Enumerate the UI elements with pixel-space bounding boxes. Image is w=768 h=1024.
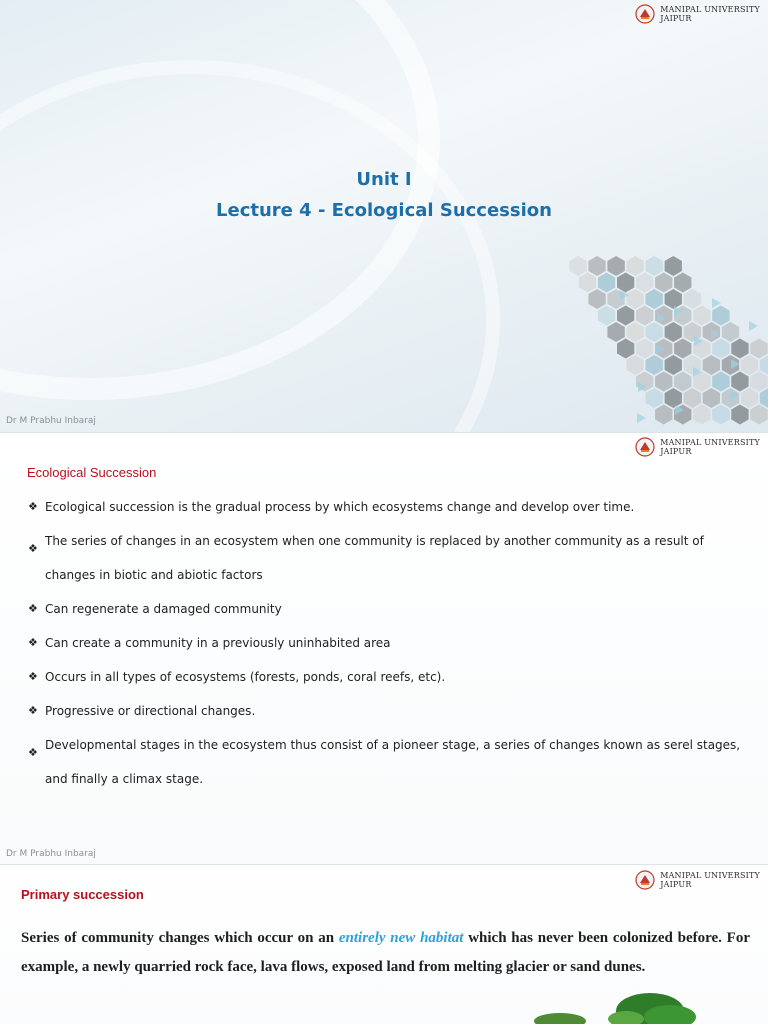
- list-item-text: Occurs in all types of ecosystems (forests, ponds, coral reefs, etc).: [45, 670, 446, 684]
- slide-footer-author: Dr M Prabhu Inbaraj: [6, 416, 96, 426]
- hexagon-shape: [588, 289, 605, 309]
- list-item-text: Can create a community in a previously uninhabited area: [45, 636, 391, 650]
- hexagon-shape: [760, 388, 768, 408]
- list-item-text: Ecological succession is the gradual process by which ecosystems change and develop over time.: [45, 500, 635, 514]
- university-name: [660, 871, 760, 889]
- hexagon-shape: [665, 388, 682, 408]
- diamond-bullet-icon: ❖: [28, 704, 38, 717]
- hexagon-shape: [760, 355, 768, 375]
- diamond-bullet-icon: ❖: [28, 670, 38, 683]
- hexagon-shape: [646, 388, 663, 408]
- body-text: Series of community changes which occur on an: [21, 930, 339, 946]
- hexagon-shape: [731, 405, 748, 425]
- hexagon-shape: [646, 256, 663, 276]
- university-emblem-icon: [635, 437, 655, 457]
- hexagon-shape: [627, 256, 644, 276]
- hexagon-shape: [636, 339, 653, 359]
- hexagon-shape: [607, 322, 624, 342]
- university-name-line1: MANIPAL UNIVERSITY: [660, 5, 760, 14]
- hexagon-shape: [674, 339, 691, 359]
- list-item-text: The series of changes in an ecosystem when one community is replaced by another community as a result of changes in biotic and abiotic factors: [45, 534, 704, 582]
- hexagon-shape: [665, 256, 682, 276]
- list-item-text: Progressive or directional changes.: [45, 704, 256, 718]
- section-heading: Ecological Succession: [27, 465, 157, 480]
- hexagon-shape: [712, 372, 729, 392]
- hexagon-shape: [598, 273, 615, 293]
- university-name-line2: JAIPUR: [660, 14, 692, 23]
- list-item: [28, 728, 748, 796]
- title-slide: [0, 0, 768, 432]
- list-item: [28, 668, 748, 686]
- hexagon-pattern-graphic: [560, 250, 768, 432]
- list-item-text: Can regenerate a damaged community: [45, 602, 282, 616]
- hexagon-shape: [627, 322, 644, 342]
- hexagon-shape: [712, 306, 729, 326]
- diamond-bullet-icon: ❖: [28, 746, 38, 759]
- unit-title: Unit I: [356, 169, 412, 190]
- hexagon-shape: [579, 273, 596, 293]
- hexagon-shape: [731, 372, 748, 392]
- bullet-list: [28, 498, 748, 804]
- hexagon-shape: [665, 289, 682, 309]
- hexagon-shape: [741, 388, 758, 408]
- hexagon-shape: [712, 339, 729, 359]
- section-heading: Primary succession: [21, 887, 144, 902]
- university-logo: [635, 4, 760, 24]
- hexagon-shape: [703, 388, 720, 408]
- diamond-bullet-icon: ❖: [28, 500, 38, 513]
- hexagon-shape: [646, 355, 663, 375]
- highlighted-term: entirely new habitat: [338, 930, 464, 946]
- hexagon-shape: [712, 405, 729, 425]
- trees-image: [530, 991, 700, 1024]
- diamond-bullet-icon: ❖: [28, 602, 38, 615]
- list-item: [28, 600, 748, 618]
- hexagon-shape: [655, 405, 672, 425]
- slide-footer-author: Dr M Prabhu Inbaraj: [6, 849, 96, 859]
- hexagon-shape: [684, 388, 701, 408]
- lecture-title: Lecture 4 - Ecological Succession: [216, 200, 552, 221]
- hexagon-shape: [722, 322, 739, 342]
- university-name-line1: MANIPAL UNIVERSITY: [660, 871, 760, 880]
- triangle-shape: [637, 413, 646, 423]
- hexagon-shape: [617, 273, 634, 293]
- hexagon-shape: [693, 306, 710, 326]
- hexagon-shape: [636, 306, 653, 326]
- hexagon-shape: [598, 306, 615, 326]
- university-name-line1: MANIPAL UNIVERSITY: [660, 438, 760, 447]
- list-item-text: Developmental stages in the ecosystem thus consist of a pioneer stage, a series of changes known as serel stages, and finally a climax stage.: [45, 738, 741, 786]
- list-item: [28, 702, 748, 720]
- list-item: [28, 524, 748, 592]
- hexagon-shape: [665, 322, 682, 342]
- university-name-line2: JAIPUR: [660, 880, 692, 889]
- hexagon-shape: [741, 355, 758, 375]
- university-emblem-icon: [635, 4, 655, 24]
- list-item: [28, 634, 748, 652]
- hexagon-shape: [674, 273, 691, 293]
- university-name-line2: JAIPUR: [660, 447, 692, 456]
- university-logo: [635, 870, 760, 890]
- list-item: [28, 498, 748, 516]
- hexagon-shape: [636, 273, 653, 293]
- hexagon-shape: [607, 256, 624, 276]
- hexagon-shape: [674, 372, 691, 392]
- body-text: which has never been colonized before. For example, a newly quarried rock face, lava flows, exposed land from melting glacier or sand dunes.: [21, 930, 750, 975]
- body-paragraph: [21, 924, 750, 982]
- hexagon-shape: [627, 355, 644, 375]
- hexagon-shape: [617, 339, 634, 359]
- hexagon-shape: [588, 256, 605, 276]
- hexagon-shape: [750, 372, 767, 392]
- hexagon-shape: [750, 339, 767, 359]
- hexagon-shape: [684, 289, 701, 309]
- diamond-bullet-icon: ❖: [28, 636, 38, 649]
- hexagon-shape: [627, 289, 644, 309]
- slide-title: [0, 169, 768, 221]
- diamond-bullet-icon: ❖: [28, 542, 38, 555]
- university-logo: [635, 437, 760, 457]
- university-emblem-icon: [635, 870, 655, 890]
- hexagon-shape: [665, 355, 682, 375]
- hexagon-shape: [693, 405, 710, 425]
- hexagon-shape: [646, 322, 663, 342]
- university-name: [660, 438, 760, 456]
- hexagon-shape: [569, 256, 586, 276]
- triangle-shape: [749, 321, 758, 331]
- hexagon-shape: [731, 339, 748, 359]
- hexagon-shape: [646, 289, 663, 309]
- hexagon-shape: [750, 405, 767, 425]
- hexagon-shape: [655, 273, 672, 293]
- university-name: [660, 5, 760, 23]
- hexagon-shape: [617, 306, 634, 326]
- hexagon-shape: [703, 355, 720, 375]
- hexagon-shape: [655, 372, 672, 392]
